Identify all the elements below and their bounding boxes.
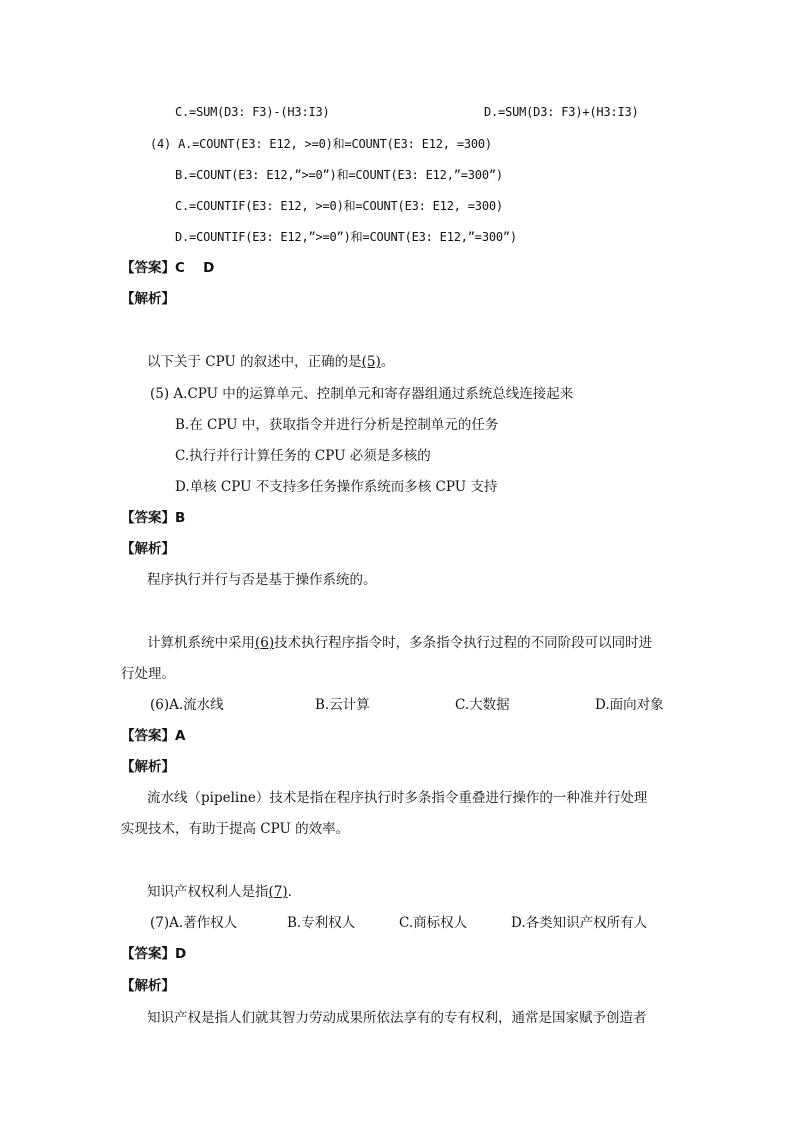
q7-option-d: D.各类知识产权所有人 xyxy=(511,915,648,931)
answer-label: 【答案】 xyxy=(121,260,175,276)
q6-answer-value: A xyxy=(175,728,186,744)
q7-answer-label: 【答案】 xyxy=(121,946,175,962)
analysis-label: 【解析】 xyxy=(121,291,175,307)
q6-option-d: D.面向对象 xyxy=(595,697,664,713)
q5-answer-row xyxy=(121,508,185,528)
q5-option-b: B.在 CPU 中，获取指令并进行分析是控制单元的任务 xyxy=(175,417,499,433)
q5-option-a: (5) A.CPU 中的运算单元、控制单元和寄存器组通过系统总线连接起来 xyxy=(150,386,574,402)
q7-answer-row xyxy=(121,944,186,964)
q5-answer-label: 【答案】 xyxy=(121,510,175,526)
q6-answer-label: 【答案】 xyxy=(121,728,175,744)
q5-analysis-label: 【解析】 xyxy=(121,541,175,557)
q6-option-b: B.云计算 xyxy=(315,697,370,713)
q6-blank: (6) xyxy=(255,635,275,651)
q5-answer-value: B xyxy=(175,510,186,526)
q6-answer-row xyxy=(121,726,185,746)
q6-stem-text: 计算机系统中采用 xyxy=(147,635,255,651)
q4-option-a: (4) A.=COUNT(E3: E12, >=0)和=COUNT(E3: E12, =300) xyxy=(150,137,492,151)
q6-stem-line2: 行处理。 xyxy=(121,666,175,682)
q7-option-b: B.专利权人 xyxy=(287,915,356,931)
q7-analysis-line1: 知识产权是指人们就其智力劳动成果所依法享有的专有权利，通常是国家赋予创造者 xyxy=(147,1010,647,1026)
q7-analysis-label: 【解析】 xyxy=(121,978,175,994)
q4-option-b: B.=COUNT(E3: E12,”>=0”)和=COUNT(E3: E12,”=300”) xyxy=(175,168,503,182)
q4-option-d: D.=COUNTIF(E3: E12,”>=0”)和=COUNT(E3: E12,”=300”) xyxy=(175,230,517,244)
answer-row xyxy=(121,258,214,278)
q5-option-c: C.执行并行计算任务的 CPU 必须是多核的 xyxy=(175,448,431,464)
option-c: C.=SUM(D3: F3)-(H3:I3) xyxy=(175,105,330,119)
q5-stem-text: 以下关于 CPU 的叙述中，正确的是 xyxy=(147,354,362,370)
q7-answer-value: D xyxy=(175,946,187,962)
option-d: D.=SUM(D3: F3)+(H3:I3) xyxy=(484,105,639,119)
q6-analysis-line1: 流水线（pipeline）技术是指在程序执行时多条指令重叠进行操作的一种准并行处理 xyxy=(147,790,648,806)
q7-stem-text: 知识产权权利人是指 xyxy=(147,884,269,900)
q6-analysis-label: 【解析】 xyxy=(121,759,175,775)
q6-option-c: C.大数据 xyxy=(455,697,510,713)
q5-blank: (5) xyxy=(361,354,381,370)
q5-analysis-text: 程序执行并行与否是基于操作系统的。 xyxy=(147,572,377,588)
q4-option-c: C.=COUNTIF(E3: E12, >=0)和=COUNT(E3: E12, =300) xyxy=(175,199,503,213)
q7-option-c: C.商标权人 xyxy=(399,915,468,931)
q5-option-d: D.单核 CPU 不支持多任务操作系统而多核 CPU 支持 xyxy=(175,479,498,495)
answer-value: C D xyxy=(175,260,215,276)
q5-stem xyxy=(147,352,394,372)
q7-stem-end: . xyxy=(287,884,292,900)
q7-blank: (7) xyxy=(268,884,288,900)
q7-stem xyxy=(147,882,292,902)
q6-stem xyxy=(147,633,652,653)
q6-analysis-line2: 实现技术，有助于提高 CPU 的效率。 xyxy=(121,821,350,837)
q5-stem-end: 。 xyxy=(380,354,395,370)
q7-option-a: (7)A.著作权人 xyxy=(150,915,238,931)
q6-option-a: (6)A.流水线 xyxy=(150,697,224,713)
q6-stem-cont: 技术执行程序指令时，多条指令执行过程的不同阶段可以同时进 xyxy=(274,635,653,651)
